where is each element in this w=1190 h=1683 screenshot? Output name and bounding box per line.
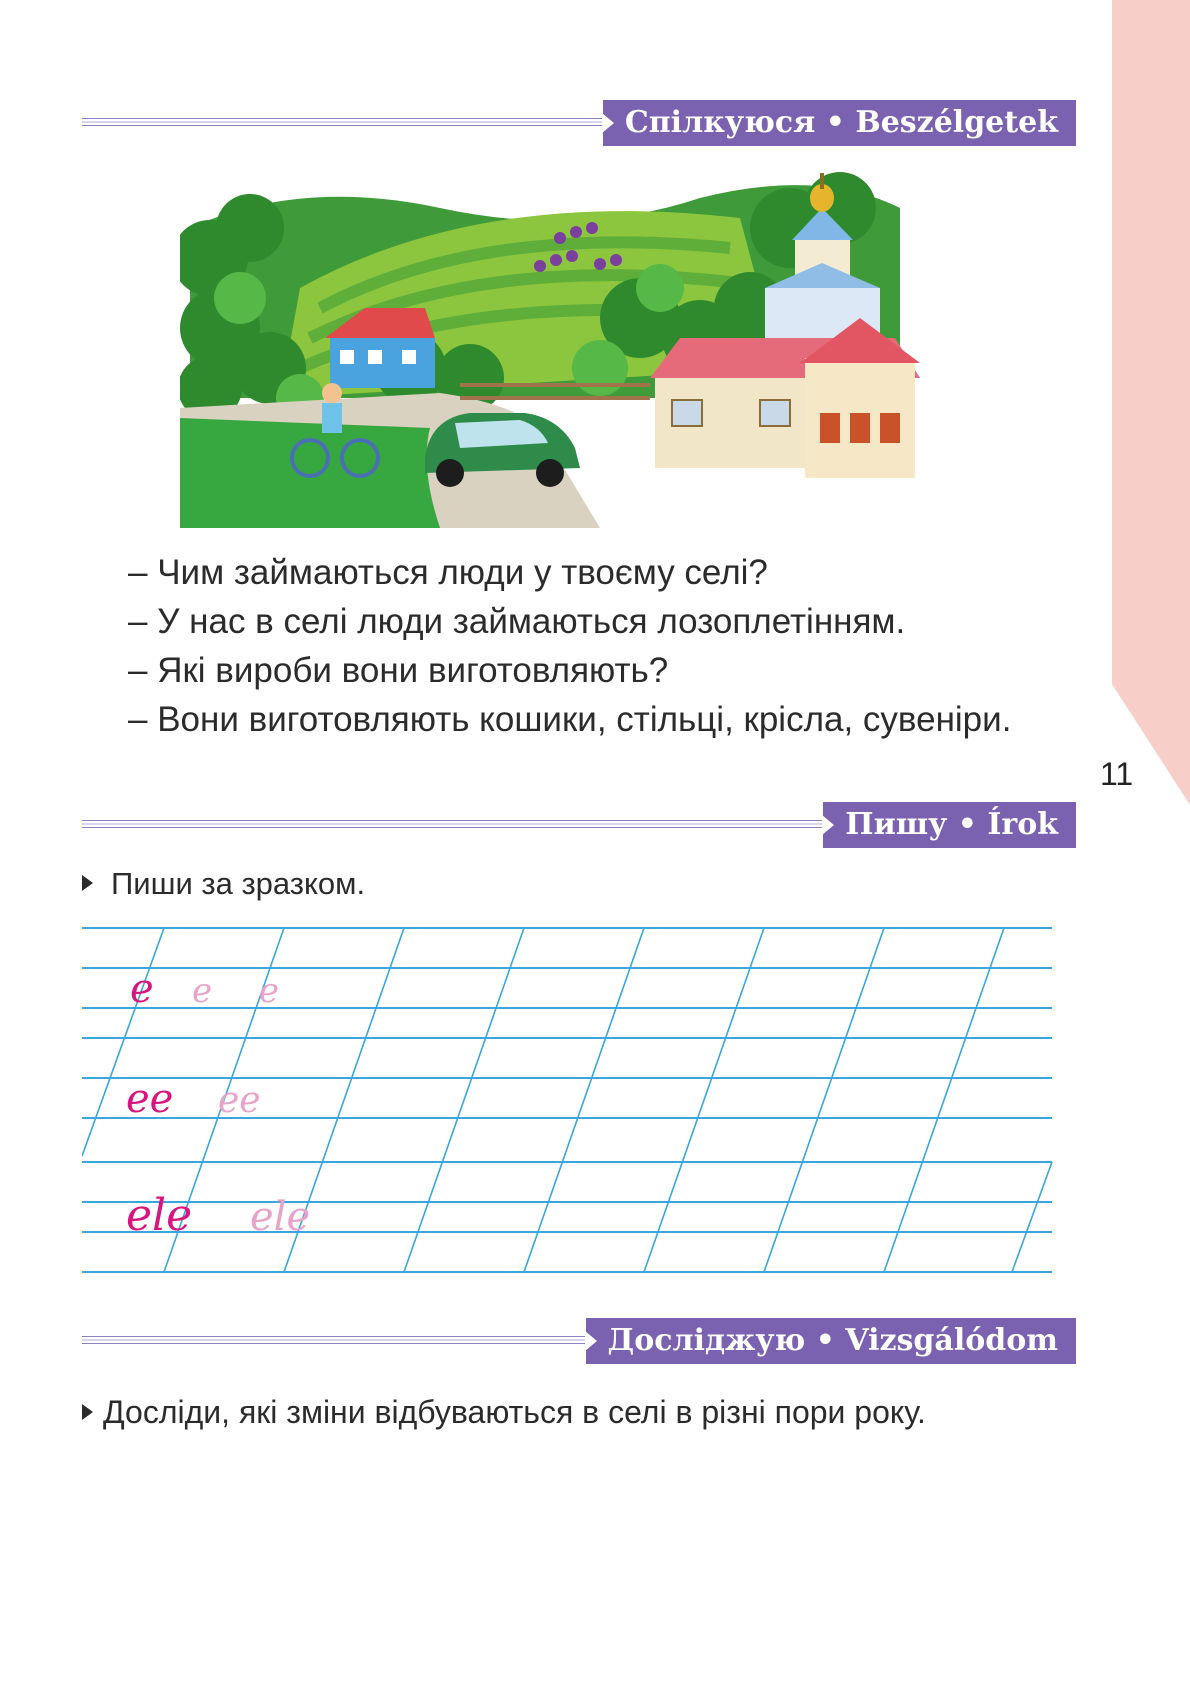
section-title-explore: Досліджую • Vizsgálódom [586,1318,1076,1364]
trace-letter: ee [218,1080,261,1121]
model-letter: e [130,966,154,1012]
page-side-tab [1112,0,1190,805]
dialogue-line: – У нас в селі люди займаються лозоплетінням. [128,602,906,641]
dialogue-text [82,548,1050,744]
trace-letter: e e [192,971,298,1011]
trace-letter: ele [250,1194,311,1240]
section-title-speak: Спілкуюся • Beszélgetek [603,100,1076,146]
model-letter: ee [126,1076,174,1122]
section-title-write: Пишу • Írok [823,802,1076,848]
dialogue-line: – Чим займаються люди у твоєму селі? [128,553,768,592]
write-instruction [82,866,365,902]
village-illustration [180,168,942,528]
model-letter: ele [126,1190,193,1241]
handwriting-practice-grid [82,926,1054,1276]
write-instruction-text: Пиши за зразком. [111,866,366,901]
section-header-write [82,802,1076,848]
page-number: 11 [1100,756,1134,792]
section-header-explore [82,1318,1076,1364]
bullet-triangle-icon [82,875,93,891]
explore-instruction [82,1394,926,1431]
section-header-speak [82,100,1076,146]
explore-instruction-text: Досліди, які зміни відбуваються в селі в різні пори року. [103,1394,926,1430]
dialogue-line: – Які вироби вони виготовляють? [128,651,669,690]
dialogue-line: – Вони виготовляють кошики, стільці, крісла, сувеніри. [128,700,1012,739]
bullet-triangle-icon [82,1404,93,1420]
